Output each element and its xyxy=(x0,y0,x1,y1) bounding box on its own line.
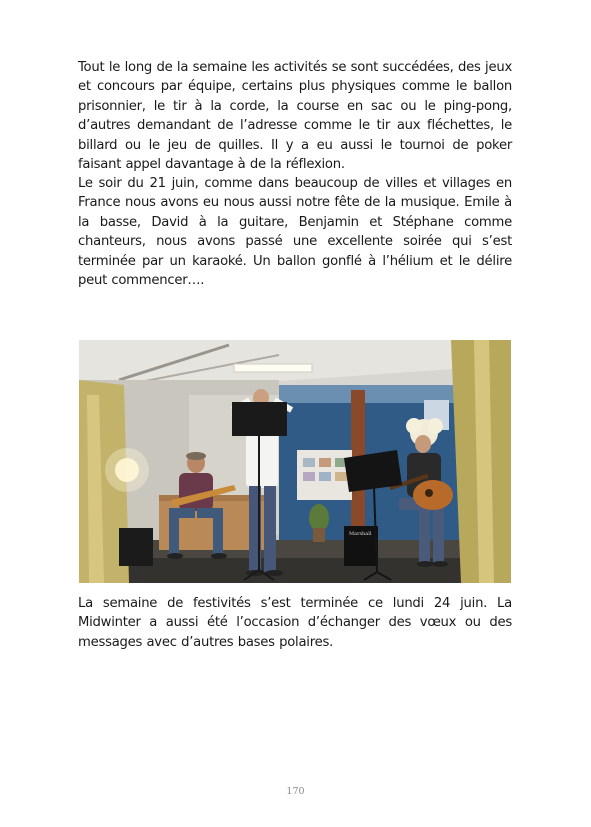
caption-paragraph: La semaine de festivités s’est terminée ce lundi 24 juin. La Midwinter a aussi été l’occasion d’échanger des vœux ou des messages avec d’autres bases polaires. xyxy=(78,596,512,650)
band-photo xyxy=(79,340,511,583)
band-photo-illustration xyxy=(79,340,511,583)
paragraph-music-night: Le soir du 21 juin, comme dans beaucoup de villes et villages en France nous avons eu nous aussi notre fête de la musique. Emile à la basse, David à la guitare, Benjamin et Stéphane comme chanteurs, nous avons passé une excellente soirée qui s’est terminée par un karaoké. Un ballon gonflé à l’hélium et le délire peut commencer…. xyxy=(78,176,512,289)
bass-amp xyxy=(119,528,153,566)
plant xyxy=(309,504,329,532)
paragraph-activities: Tout le long de la semaine les activités se sont succédées, des jeux et concours par équipe, certains plus physiques comme le ballon prisonnier, le tir à la corde, la course en sac ou le ping-pong, d’autres demandant de l’adresse comme le tir aux fléchettes, le billard ou le jeu de quilles. Il y a eu aussi le tournoi de poker faisant appel davantage à de la réflexion. xyxy=(78,60,512,173)
amp-label: Marshall xyxy=(349,531,372,537)
page-number: 170 xyxy=(286,786,305,797)
ceiling-light xyxy=(234,364,312,372)
